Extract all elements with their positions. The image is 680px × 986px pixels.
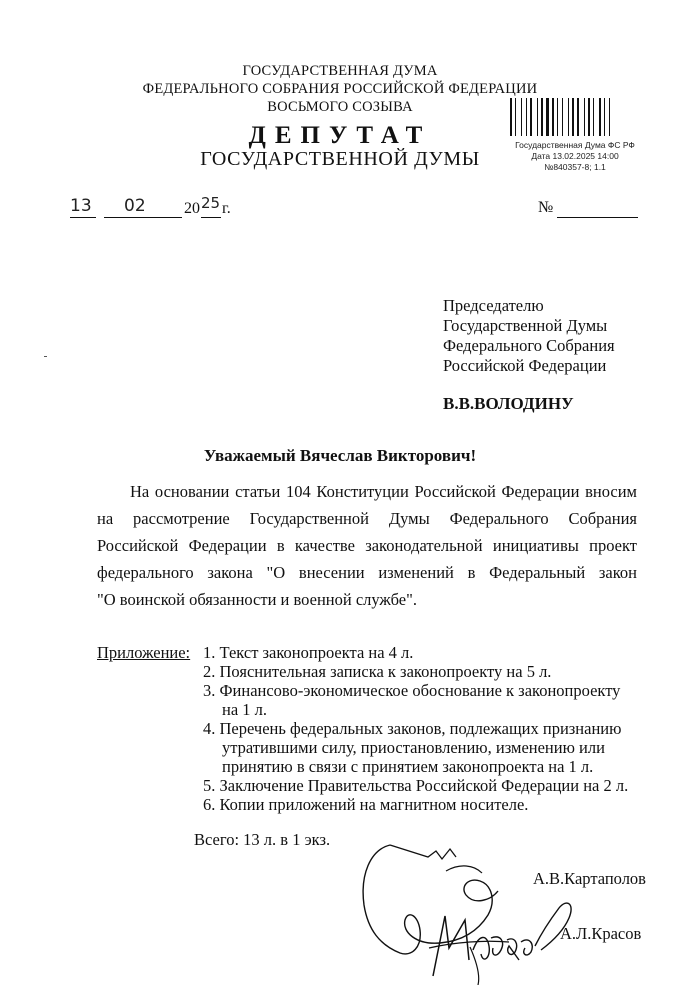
attachment-item: 2. Пояснительная записка к законопроекту на 5 л. [203, 662, 552, 681]
header-title: ДЕПУТАТ [248, 122, 432, 149]
date-year-abbr: г. [222, 200, 231, 217]
body-line: "О воинской обязанности и военной службе". [97, 590, 417, 609]
attachments-label: Приложение: [97, 643, 191, 662]
date-year-prefix: 20 [184, 200, 200, 217]
greeting: Уважаемый Вячеслав Викторович! [203, 446, 477, 465]
date-day: 13 [70, 196, 92, 216]
header-line-convocation: ВОСЬМОГО СОЗЫВА [267, 99, 413, 115]
signatory-name: А.Л.Красов [560, 924, 642, 943]
date-day-underline [70, 217, 96, 218]
body-line: федерального закона "О внесении изменений в Федеральный закон [97, 563, 637, 582]
attachment-item: 6. Копии приложений на магнитном носителе. [203, 795, 529, 814]
attachment-item-continued: принятию в связи с принятием законопроекта на 1 л. [222, 757, 594, 776]
addressee-line: Российской Федерации [443, 356, 607, 375]
addressee-line: Председателю [443, 296, 544, 315]
addressee-name: В.В.ВОЛОДИНУ [443, 394, 574, 413]
header-line-federal-assembly: ФЕДЕРАЛЬНОГО СОБРАНИЯ РОССИЙСКОЙ ФЕДЕРАЦИИ [142, 81, 538, 97]
signatory-name: А.В.Картаполов [533, 869, 646, 888]
attachment-item-continued: на 1 л. [222, 700, 268, 719]
addressee-line: Федерального Собрания [443, 336, 615, 355]
attachment-item: 3. Финансово-экономическое обоснование к законопроекту [203, 681, 621, 700]
total-sheets: Всего: 13 л. в 1 экз. [194, 830, 331, 849]
attachment-item: 4. Перечень федеральных законов, подлежащих признанию [203, 719, 622, 738]
header-subtitle: ГОСУДАРСТВЕННОЙ ДУМЫ [200, 148, 480, 170]
date-year-underline [201, 217, 221, 218]
barcode [510, 98, 636, 136]
attachment-item: 1. Текст законопроекта на 4 л. [203, 643, 414, 662]
margin-mark [44, 356, 47, 357]
header-line-duma: ГОСУДАРСТВЕННАЯ ДУМА [242, 63, 438, 79]
body-line: На основании статьи 104 Конституции Российской Федерации вносим [130, 482, 637, 501]
stamp-number: №840357-8; 1.1 [544, 162, 606, 172]
date-year-suffix: 25 [201, 194, 221, 212]
attachment-item-continued: утратившими силу, приостановлению, изменению или [222, 738, 605, 757]
date-month: 02 [124, 196, 146, 216]
doc-number-underline [557, 217, 638, 218]
body-line: Российской Федерации в качестве законодательной инициативы проект [97, 536, 637, 555]
attachment-item: 5. Заключение Правительства Российской Федерации на 2 л. [203, 776, 629, 795]
stamp-org: Государственная Дума ФС РФ [515, 140, 635, 150]
stamp-date: Дата 13.02.2025 14:00 [531, 151, 619, 161]
doc-number-label: № [538, 199, 554, 216]
body-line: на рассмотрение Государственной Думы Федерального Собрания [97, 509, 637, 528]
date-month-underline [104, 217, 182, 218]
addressee-line: Государственной Думы [443, 316, 608, 335]
